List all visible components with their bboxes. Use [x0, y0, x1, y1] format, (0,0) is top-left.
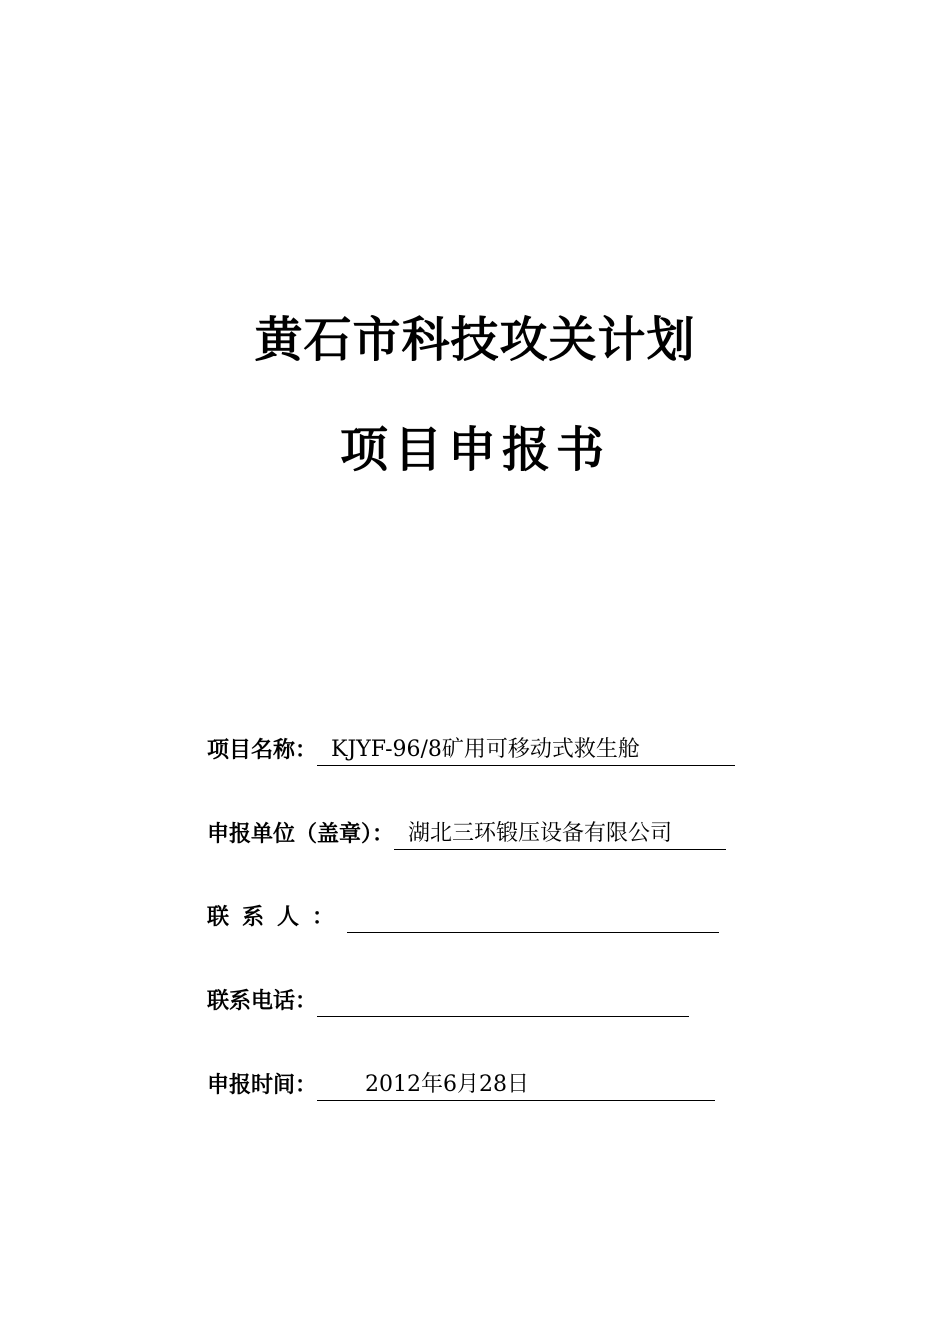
project-name-value-line: [317, 735, 735, 766]
contact-phone-value-line: [317, 986, 689, 1017]
contact-person-field: [207, 899, 719, 933]
contact-person-label: 联系人：: [207, 905, 348, 930]
contact-phone-label: 联系电话：: [207, 989, 318, 1014]
contact-person-value-line: [347, 902, 719, 933]
project-name-label: 项目名称：: [207, 738, 318, 763]
document-subtitle: 项目申报书: [339, 422, 610, 478]
apply-date-label: 申报时间：: [207, 1073, 318, 1098]
apply-date-field: [207, 1067, 715, 1101]
applicant-unit-value-line: [394, 819, 726, 850]
project-name-field: [207, 732, 735, 766]
applicant-unit-value: 湖北三环锻压设备有限公司: [408, 821, 673, 846]
project-name-value: KJYF-96/8矿用可移动式救生舱: [331, 737, 640, 762]
document-title: 黄石市科技攻关计划: [254, 312, 696, 368]
applicant-unit-field: [207, 816, 726, 850]
apply-date-value: 2012年6月28日: [365, 1072, 529, 1097]
contact-phone-field: [207, 983, 689, 1017]
apply-date-value-line: [317, 1070, 715, 1101]
applicant-unit-label: 申报单位（盖章）：: [207, 822, 395, 847]
